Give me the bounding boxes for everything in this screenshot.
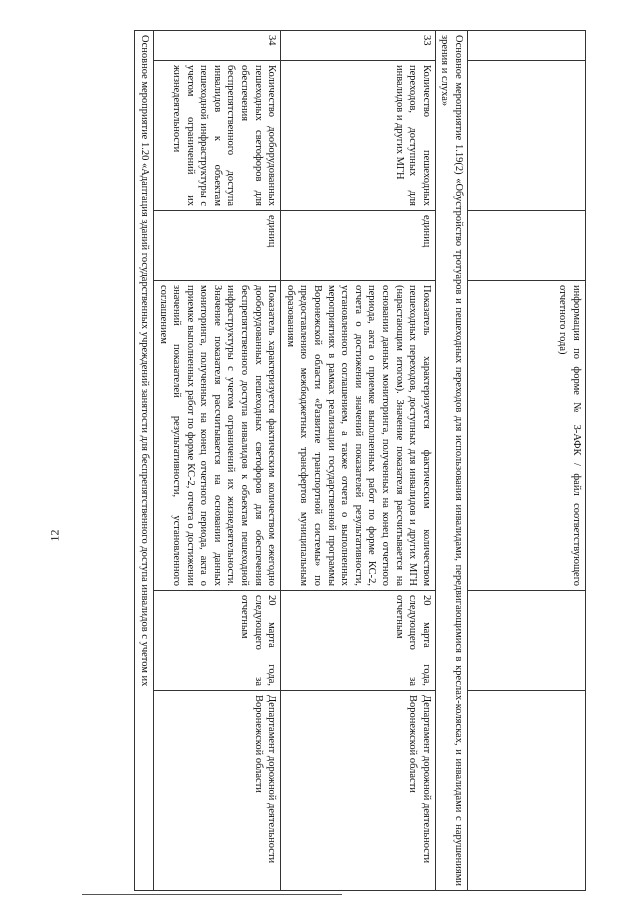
info-cell: информация по форме № 3-АФК / файл соответствующего отчетного года) (468, 281, 586, 591)
row-number: 33 (281, 31, 436, 61)
section-1-19-2-title: Основное мероприятие 1.19(2) «Обустройство тротуаров и пешеходных переходов для использования инвалидами, передвигающимися в креслах-колясках, и инвалидами с нарушениями зрения и слуха» (435, 31, 467, 891)
indicator-method: Показатель характеризуется фактическим количеством пешеходных переходов, доступных для инвалидов и других МГН (нарастающим итогом). Значение показателя рассчитывается на основании данных мониторинга, полученных на конец отчетного периода, акта о приемке выполненных работ по форме КС-2, отчета о достижении значений показателей результативности, установленного соглашением, а также отчета о выполненных мероприятиях в рамках реализации государственной программы Воронежской области «Развитие транспортной системы» по предоставлению межбюджетных трансфертов муниципальным образованиям (281, 281, 436, 591)
page-number: 12 (47, 529, 62, 542)
table-row (281, 31, 436, 891)
section-header-row (135, 31, 154, 891)
table-row (468, 31, 586, 891)
indicator-name: Количество дооборудованных пешеходных светофоров для обеспечения беспрепятственного доступа инвалидов к объектам пешеходной инфраструктуры с учетом ограничений их жизнедеятельности (153, 61, 280, 211)
row-number: 34 (153, 31, 280, 61)
indicator-unit: единиц (153, 211, 280, 281)
indicator-responsible: Департамент дорожной деятельности Воронежской области (281, 691, 436, 891)
section-header-row (435, 31, 467, 891)
indicators-table (134, 30, 586, 891)
section-1-20-title: Основное мероприятие 1.20 «Адаптация зданий государственных учреждений занятости для беспрепятственного доступа инвалидов с учетом их (135, 31, 154, 891)
indicator-method: Показатель характеризуется фактическим количеством ежегодно дооборудованных пешеходных светофоров для обеспечения беспрепятственного доступа инвалидов к объектам пешеходной инфраструктуры с учетом ограничений их жизнедеятельности. Значение показателя рассчитывается на основании данных мониторинга, полученных на конец отчетного периода, акта о приемке выполненных работ по форме КС-2, отчета о достижении значений показателей результативности, установленного соглашением (153, 281, 280, 591)
rotated-page (66, 30, 586, 890)
indicator-name: Количество пешеходных переходов, доступных для инвалидов и других МГН (281, 61, 436, 211)
table-row (153, 31, 280, 891)
footer-divider (82, 894, 342, 895)
indicator-responsible: Департамент дорожной деятельности Воронежской области (153, 691, 280, 891)
indicator-deadline: 20 марта года, следующего за отчетным (281, 591, 436, 691)
indicator-deadline: 20 марта года, следующего за отчетным (153, 591, 280, 691)
indicator-unit: единиц (281, 211, 436, 281)
